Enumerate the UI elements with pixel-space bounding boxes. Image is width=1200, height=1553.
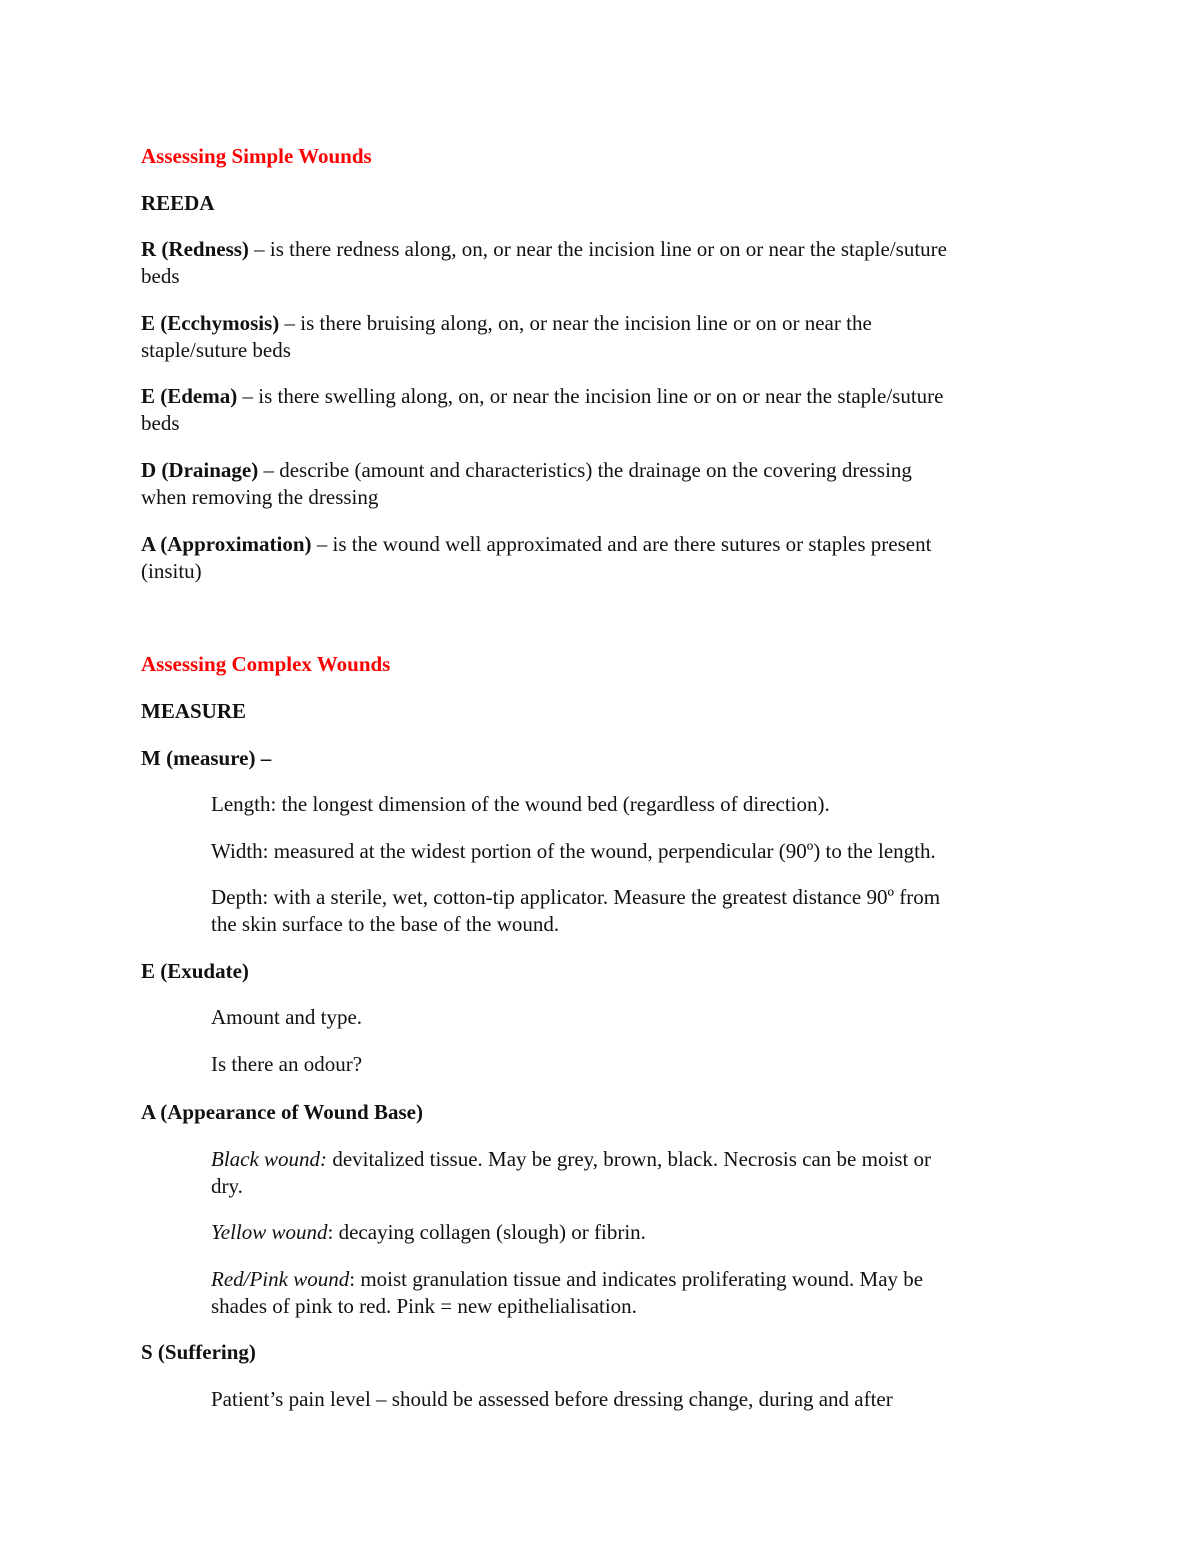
edema-label: E (Edema) <box>141 384 238 408</box>
complex-wounds-heading: Assessing Complex Wounds <box>141 652 391 676</box>
exudate-label: E (Exudate) <box>141 959 249 983</box>
yellow-wound-line <box>211 1219 646 1246</box>
redness-label: R (Redness) <box>141 237 249 261</box>
reeda-acronym: REEDA <box>141 191 215 215</box>
red-pink-wound-line-2: shades of pink to red. Pink = new epithelialisation. <box>211 1294 637 1318</box>
ecchymosis-line-2: staple/suture beds <box>141 338 291 362</box>
redness-text: – is there redness along, on, or near the incision line or on or near the staple/suture <box>248 237 947 261</box>
measure-acronym: MEASURE <box>141 699 247 723</box>
depth-line-2: the skin surface to the base of the wound. <box>211 912 560 936</box>
drainage-line-1 <box>141 457 912 484</box>
length-text: Length: the longest dimension of the wound bed (regardless of direction). <box>211 792 830 816</box>
ecchymosis-line-1 <box>141 310 872 337</box>
edema-line-2: beds <box>141 411 180 435</box>
yellow-wound-text: : decaying collagen (slough) or fibrin. <box>327 1220 646 1244</box>
red-pink-wound-line-1 <box>211 1266 923 1293</box>
edema-line-1 <box>141 383 943 410</box>
edema-text: – is there swelling along, on, or near the incision line or on or near the staple/suture <box>237 384 944 408</box>
drainage-label: D (Drainage) <box>141 458 259 482</box>
amount-text: Amount and type. <box>211 1005 363 1029</box>
approximation-text: – is the wound well approximated and are there sutures or staples present <box>311 532 932 556</box>
pain-level-text: Patient’s pain level – should be assessed before dressing change, during and after <box>211 1387 893 1411</box>
red-pink-wound-label: Red/Pink wound <box>211 1267 350 1291</box>
width-text: Width: measured at the widest portion of the wound, perpendicular (90º) to the length. <box>211 839 936 863</box>
yellow-wound-label: Yellow wound <box>211 1220 328 1244</box>
ecchymosis-text: – is there bruising along, on, or near the incision line or on or near the <box>279 311 872 335</box>
drainage-text: – describe (amount and characteristics) the drainage on the covering dressing <box>258 458 912 482</box>
measure-label: M (measure) – <box>141 746 272 770</box>
approximation-line-1 <box>141 531 931 558</box>
ecchymosis-label: E (Ecchymosis) <box>141 311 280 335</box>
approximation-label: A (Approximation) <box>141 532 312 556</box>
simple-wounds-heading: Assessing Simple Wounds <box>141 144 372 168</box>
appearance-label: A (Appearance of Wound Base) <box>141 1100 423 1124</box>
approximation-line-2: (insitu) <box>141 559 202 583</box>
depth-line-1: Depth: with a sterile, wet, cotton-tip applicator. Measure the greatest distance 90º from <box>211 885 941 909</box>
drainage-line-2: when removing the dressing <box>141 485 379 509</box>
redness-line-1 <box>141 236 947 263</box>
odour-text: Is there an odour? <box>211 1052 363 1076</box>
black-wound-text: devitalized tissue. May be grey, brown, black. Necrosis can be moist or <box>327 1147 932 1171</box>
black-wound-line-1 <box>211 1146 931 1173</box>
redness-line-2: beds <box>141 264 180 288</box>
suffering-label: S (Suffering) <box>141 1340 256 1364</box>
black-wound-label: Black wound: <box>211 1147 328 1171</box>
black-wound-line-2: dry. <box>211 1174 243 1198</box>
red-pink-wound-text: : moist granulation tissue and indicates proliferating wound. May be <box>349 1267 924 1291</box>
